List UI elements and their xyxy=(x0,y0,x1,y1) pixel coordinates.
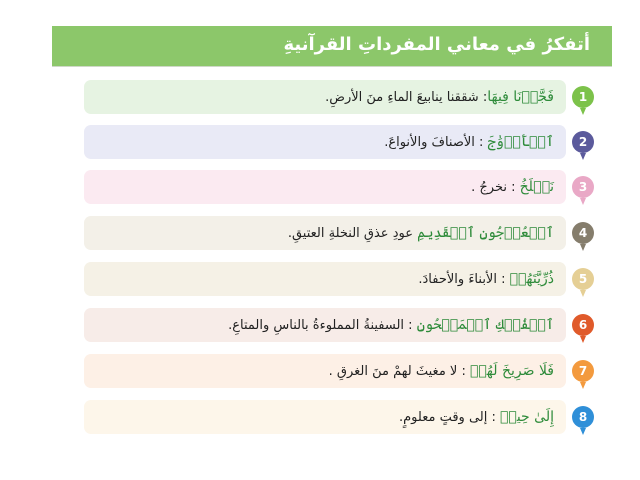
number-badge-2: 2 xyxy=(572,131,594,153)
vocab-separator-1: : xyxy=(478,90,488,105)
vocab-entry-5 xyxy=(418,262,554,296)
vocab-entry-2 xyxy=(384,125,554,159)
vocab-separator-2: : xyxy=(474,135,488,150)
vocab-term-5: ذُرِّيَّتَهُمۡ xyxy=(509,271,554,287)
vocab-entry-1 xyxy=(325,80,554,114)
vocab-row-6 xyxy=(84,308,566,342)
vocab-definition-1: شققنا ينابيعَ الماءِ منَ الأرضِ. xyxy=(325,90,479,105)
vocab-entry-4 xyxy=(288,216,554,250)
vocab-term-3: نَسۡلَخُ xyxy=(519,179,554,195)
vocab-definition-2: الأصنافَ والأنواعَ. xyxy=(384,135,475,150)
section-header xyxy=(52,26,612,66)
vocab-term-7: فَلَا صَرِيخَ لَهُمۡ xyxy=(469,363,554,379)
vocab-definition-3: نخرجُ . xyxy=(471,180,507,195)
vocab-entry-6 xyxy=(228,308,554,342)
vocab-row-1 xyxy=(84,80,566,114)
vocab-term-1: فَجَّرۡنَا فِيهَا xyxy=(487,89,554,105)
number-badge-1: 1 xyxy=(572,86,594,108)
number-badge-5: 5 xyxy=(572,268,594,290)
vocab-entry-8 xyxy=(399,400,554,434)
number-badge-6: 6 xyxy=(572,314,594,336)
vocab-term-8: إِلَىٰ حِينٖ xyxy=(500,409,554,425)
number-badge-3: 3 xyxy=(572,176,594,198)
vocab-definition-8: إلى وقتٍ معلومٍ. xyxy=(399,410,488,425)
section-title: أتفكرُ في معاني المفرداتِ القرآنيةِ xyxy=(283,34,590,55)
number-badge-8: 8 xyxy=(572,406,594,428)
vocab-term-2: ٱلۡأَزۡوَٰجَ xyxy=(487,134,554,150)
number-badge-4: 4 xyxy=(572,222,594,244)
vocab-row-8 xyxy=(84,400,566,434)
vocab-separator-3: : xyxy=(506,180,520,195)
vocab-row-3 xyxy=(84,170,566,204)
vocab-separator-5: : xyxy=(496,272,510,287)
vocab-term-6: ٱلۡفُلۡكِ ٱلۡمَشۡحُونِ xyxy=(416,317,554,333)
vocab-entry-3 xyxy=(471,170,554,204)
vocab-separator-6: : xyxy=(404,318,417,333)
vocab-separator-7: : xyxy=(457,364,470,379)
vocab-row-5 xyxy=(84,262,566,296)
vocab-definition-5: الأبناءَ والأحفادَ. xyxy=(418,272,497,287)
vocab-definition-6: السفينةُ المملوءةُ بالناسِ والمتاعِ. xyxy=(228,318,405,333)
vocab-entry-7 xyxy=(329,354,554,388)
vocab-row-7 xyxy=(84,354,566,388)
vocab-definition-7: لا مغيثَ لهمْ منَ الغرقِ . xyxy=(328,364,458,379)
vocab-definition-4: عودِ عذقِ النخلةِ العتيقِ. xyxy=(287,226,413,241)
vocab-term-4: ٱلۡعُرۡجُونِ ٱلۡقَدِيمِ xyxy=(417,225,554,241)
vocab-row-2 xyxy=(84,125,566,159)
vocab-row-4 xyxy=(84,216,566,250)
vocab-separator-8: : xyxy=(487,410,501,425)
number-badge-7: 7 xyxy=(572,360,594,382)
header-divider xyxy=(52,66,612,67)
